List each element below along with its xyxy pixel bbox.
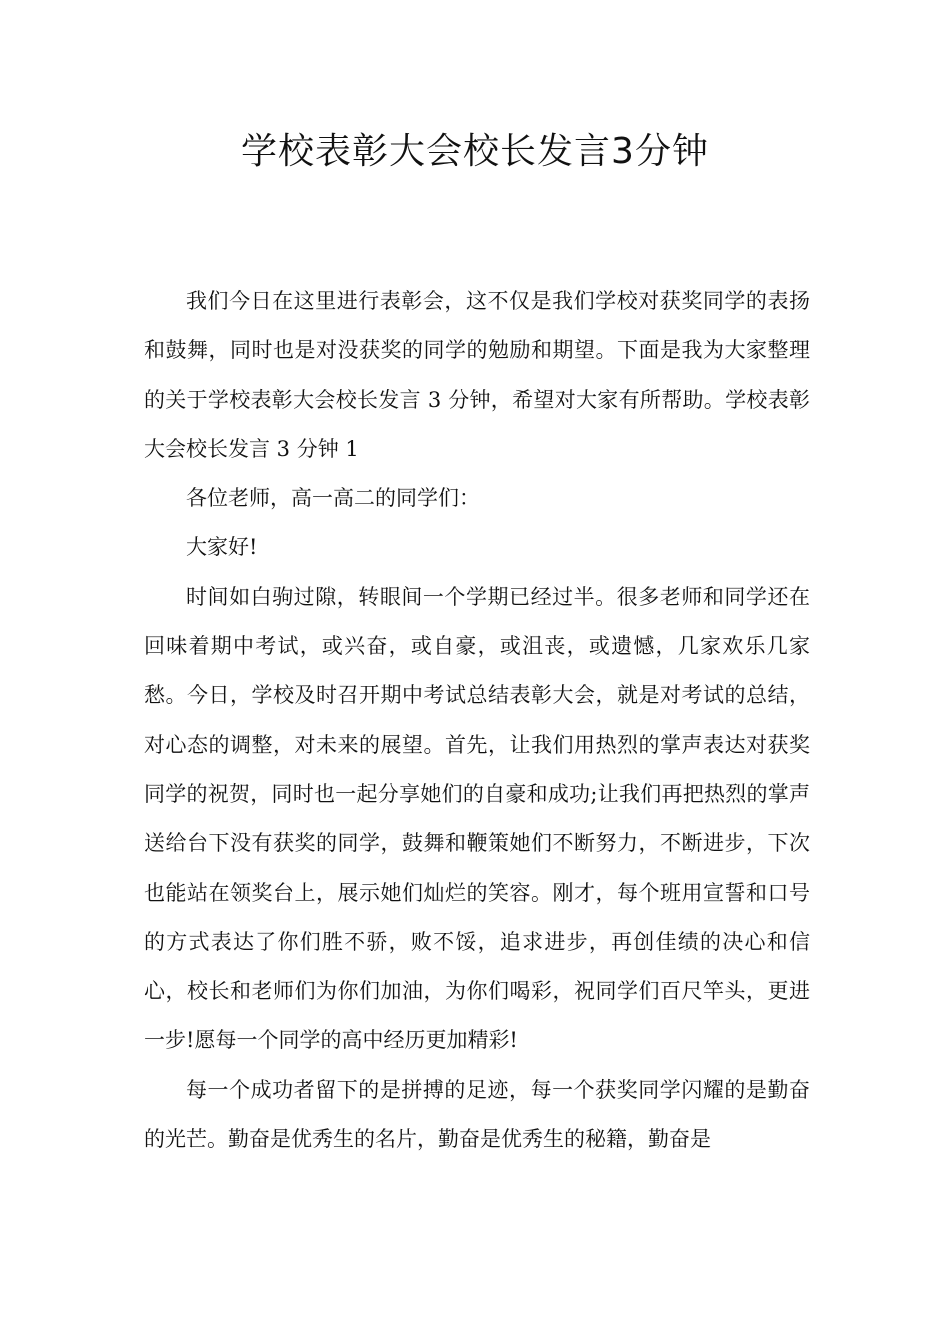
paragraph-diligence: 每一个成功者留下的是拼搏的足迹，每一个获奖同学闪耀的是勤奋的光芒。勤奋是优秀生的名片，勤奋是优秀生的秘籍，勤奋是 bbox=[144, 1077, 810, 1152]
paragraph-greeting: 大家好! bbox=[186, 535, 258, 560]
paragraph-intro: 我们今日在这里进行表彰会，这不仅是我们学校对获奖同学的表扬和鼓舞，同时也是对没获奖的同学的勉励和期望。下面是我为大家整理的关于学校表彰大会校长发言 3 分钟，希望对大家有所帮助。学校表彰大会校长发言 3 分钟 1 bbox=[144, 289, 810, 461]
paragraph-main: 时间如白驹过隙，转眼间一个学期已经过半。很多老师和同学还在回味着期中考试，或兴奋，或自豪，或沮丧，或遗憾，几家欢乐几家愁。今日，学校及时召开期中考试总结表彰大会，就是对考试的总结，对心态的调整，对未来的展望。首先，让我们用热烈的掌声表达对获奖同学的祝贺，同时也一起分享她们的自豪和成功;让我们再把热烈的掌声送给台下没有获奖的同学，鼓舞和鞭策她们不断努力，不断进步，下次也能站在领奖台上，展示她们灿烂的笑容。刚才，每个班用宣誓和口号的方式表达了你们胜不骄，败不馁，追求进步，再创佳绩的决心和信心，校长和老师们为你们加油，为你们喝彩，祝同学们百尺竿头，更进一步!愿每一个同学的高中经历更加精彩! bbox=[144, 584, 810, 1053]
document-body bbox=[144, 277, 810, 1164]
document-title: 学校表彰大会校长发言3分钟 bbox=[241, 131, 709, 172]
paragraph-salutation: 各位老师，高一高二的同学们： bbox=[186, 486, 480, 511]
